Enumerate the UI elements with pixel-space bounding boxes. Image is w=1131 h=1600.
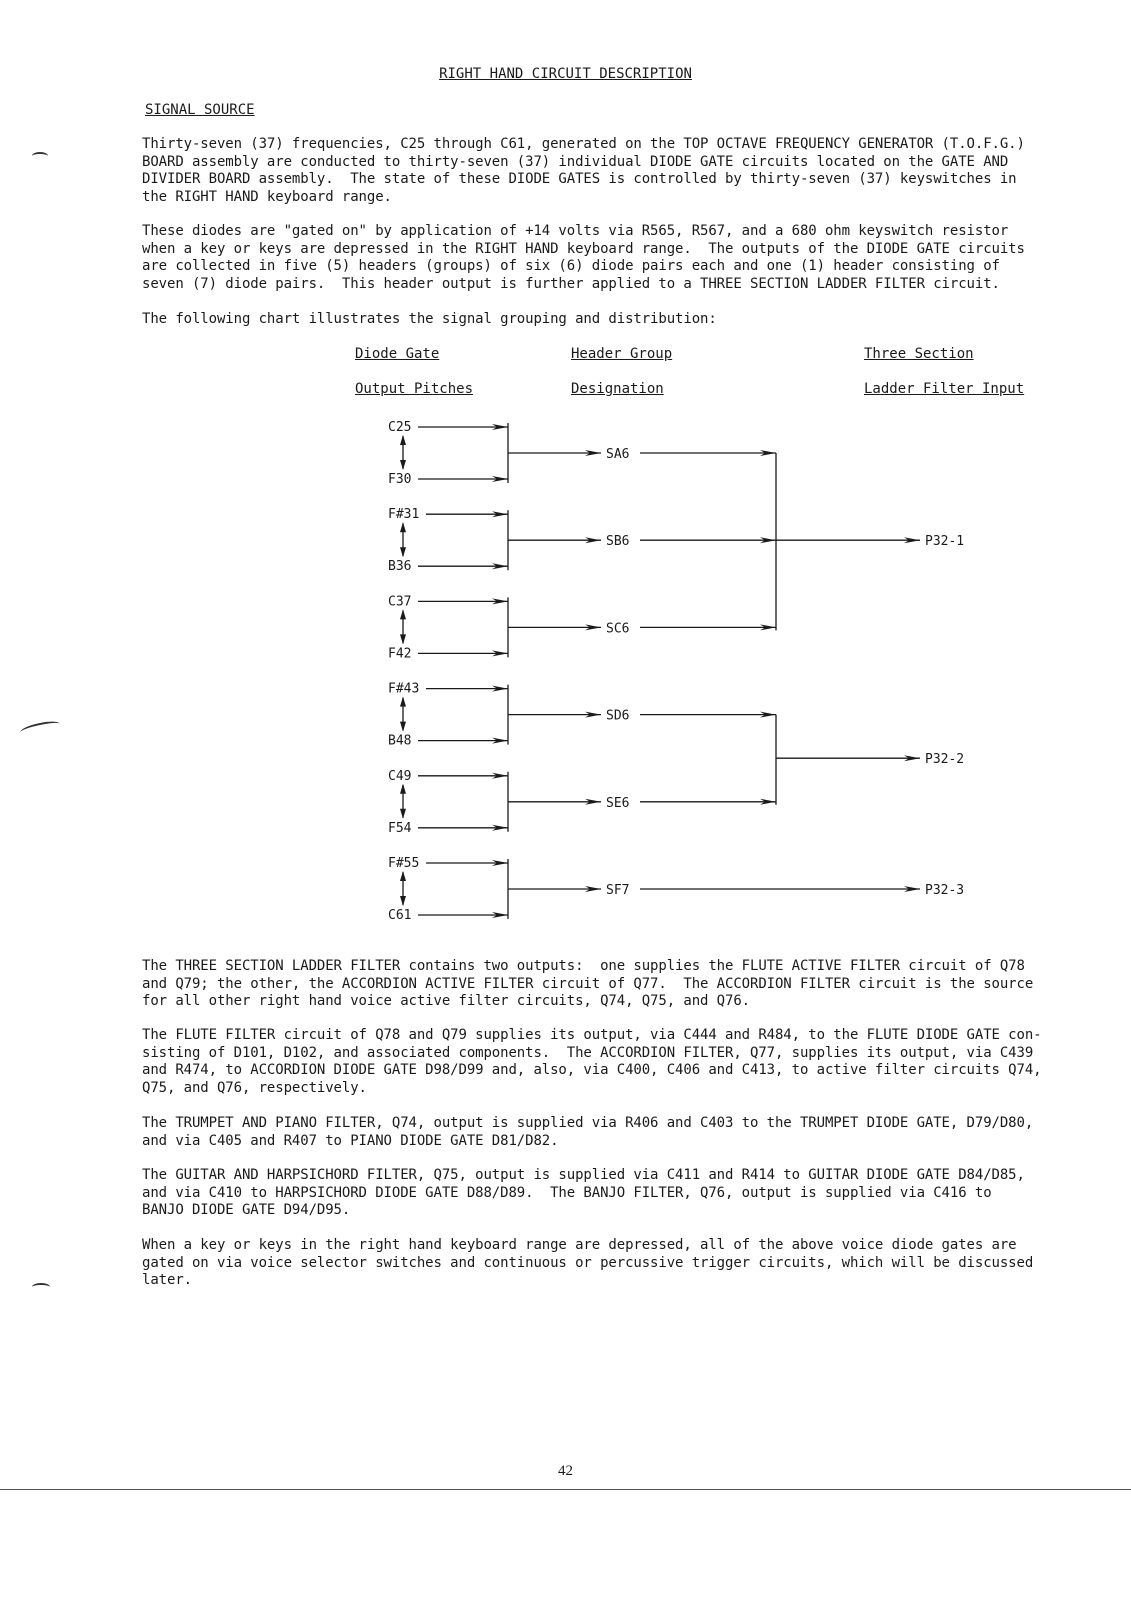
column-header-ladder-filter-input: Ladder Filter Input	[864, 381, 1025, 397]
range-arrow-head	[400, 609, 406, 619]
bottom-rule	[0, 1489, 1131, 1490]
page-number: 42	[558, 1463, 573, 1479]
header-label: SA6	[606, 447, 630, 462]
paragraph-voice-gates: When a key or keys in the right hand keyboard range are depressed, all of the above voice diode gates are gated on via voice selector switches and continuous or percussive trigger circuits, which will be discussed later.	[142, 1237, 1034, 1289]
paragraph-guitar-harpsichord: The GUITAR AND HARPSICHORD FILTER, Q75, output is supplied via C411 and R414 to GUITAR DIODE GATE D84/D85, and via C410 to HARPSICHORD DIODE GATE D88/D89. The BANJO FILTER, Q76, output is supplied via C416 to BANJO DIODE GATE D94/D95.	[142, 1167, 1025, 1219]
section-heading: SIGNAL SOURCE	[145, 102, 255, 118]
pitch-label: F#43	[388, 681, 420, 697]
pitch-label: C25	[388, 420, 412, 435]
margin-mark	[32, 1283, 50, 1291]
range-arrow-head	[400, 435, 406, 445]
pitch-label: F54	[388, 820, 412, 836]
range-arrow-head	[400, 547, 406, 557]
range-arrow-head	[400, 634, 406, 644]
header-label: SD6	[606, 708, 630, 724]
column-header-output-pitches: Output Pitches	[355, 381, 474, 397]
column-header-diode-gate: Diode Gate	[355, 346, 440, 362]
header-label: SB6	[606, 534, 630, 550]
page-title: RIGHT HAND CIRCUIT DESCRIPTION	[439, 66, 692, 82]
paragraph-chart-intro: The following chart illustrates the signal grouping and distribution:	[142, 311, 717, 327]
range-arrow-head	[400, 784, 406, 794]
column-header-header-group: Header Group	[571, 346, 673, 362]
range-arrow-head	[400, 871, 406, 881]
pitch-label: F42	[388, 646, 412, 662]
output-label: P32-2	[925, 752, 965, 768]
range-arrow-head	[400, 522, 406, 532]
column-header-three-section: Three Section	[864, 346, 974, 362]
header-label: SF7	[606, 883, 630, 898]
paragraph-signal-source: Thirty-seven (37) frequencies, C25 through C61, generated on the TOP OCTAVE FREQUENCY GENERATOR (T.O.F.G.) BOARD assembly are conducted to thirty-seven (37) individual DIODE GATE circuits located on the GATE AND DIVIDER BOARD assembly. The state of these DIODE GATES is controlled by thirty-seven (37) keyswitches in the RIGHT HAND keyboard range.	[142, 136, 1025, 205]
pitch-label: F#55	[388, 856, 420, 871]
output-label: P32-3	[925, 883, 965, 898]
range-arrow-head	[400, 809, 406, 819]
pitch-label: C61	[388, 908, 412, 923]
output-label: P32-1	[925, 534, 965, 550]
paragraph-ladder-filter: The THREE SECTION LADDER FILTER contains two outputs: one supplies the FLUTE ACTIVE FILTER circuit of Q78 and Q79; the other, the ACCORDION ACTIVE FILTER circuit of Q77. The ACCORDION FILTER circuit is the source for all other right hand voice active filter circuits, Q74, Q75, and Q76.	[142, 958, 1034, 1010]
paragraph-diode-gating: These diodes are "gated on" by application of +14 volts via R565, R567, and a 680 ohm keyswitch resistor when a key or keys are depressed in the RIGHT HAND keyboard range. The outputs of the DIODE GATE circuits are collected in five (5) headers (groups) of six (6) diode pairs each and one (1) header consisting of seven (7) diode pairs. This header output is further applied to a THREE SECTION LADDER FILTER circuit.	[142, 223, 1025, 292]
paragraph-trumpet-piano: The TRUMPET AND PIANO FILTER, Q74, output is supplied via R406 and C403 to the TRUMPET DIODE GATE, D79/D80, and via C405 and R407 to PIANO DIODE GATE D81/D82.	[142, 1115, 1034, 1149]
range-arrow-head	[400, 896, 406, 906]
range-arrow-head	[400, 697, 406, 707]
header-label: SC6	[606, 621, 630, 637]
paragraph-flute-filter: The FLUTE FILTER circuit of Q78 and Q79 supplies its output, via C444 and R484, to the FLUTE DIODE GATE con- sisting of D101, D102, and associated components. The ACCORDION FILTER, Q77, supplies its output, via C439 and R474, to ACCORDION DIODE GATE D98/D99 and, also, via C400, C406 and C413, to active filter circuits Q74, Q75, and Q76, respectively.	[142, 1027, 1042, 1096]
margin-mark	[32, 152, 48, 160]
range-arrow-head	[400, 722, 406, 732]
header-label: SE6	[606, 795, 630, 811]
pitch-label: F#31	[388, 507, 420, 523]
range-arrow-head	[400, 460, 406, 470]
pitch-label: C37	[388, 594, 412, 610]
pitch-label: C49	[388, 768, 412, 784]
pitch-label: B36	[388, 559, 412, 575]
pitch-label: F30	[388, 472, 412, 487]
pitch-label: B48	[388, 733, 412, 749]
column-header-designation: Designation	[571, 381, 664, 397]
